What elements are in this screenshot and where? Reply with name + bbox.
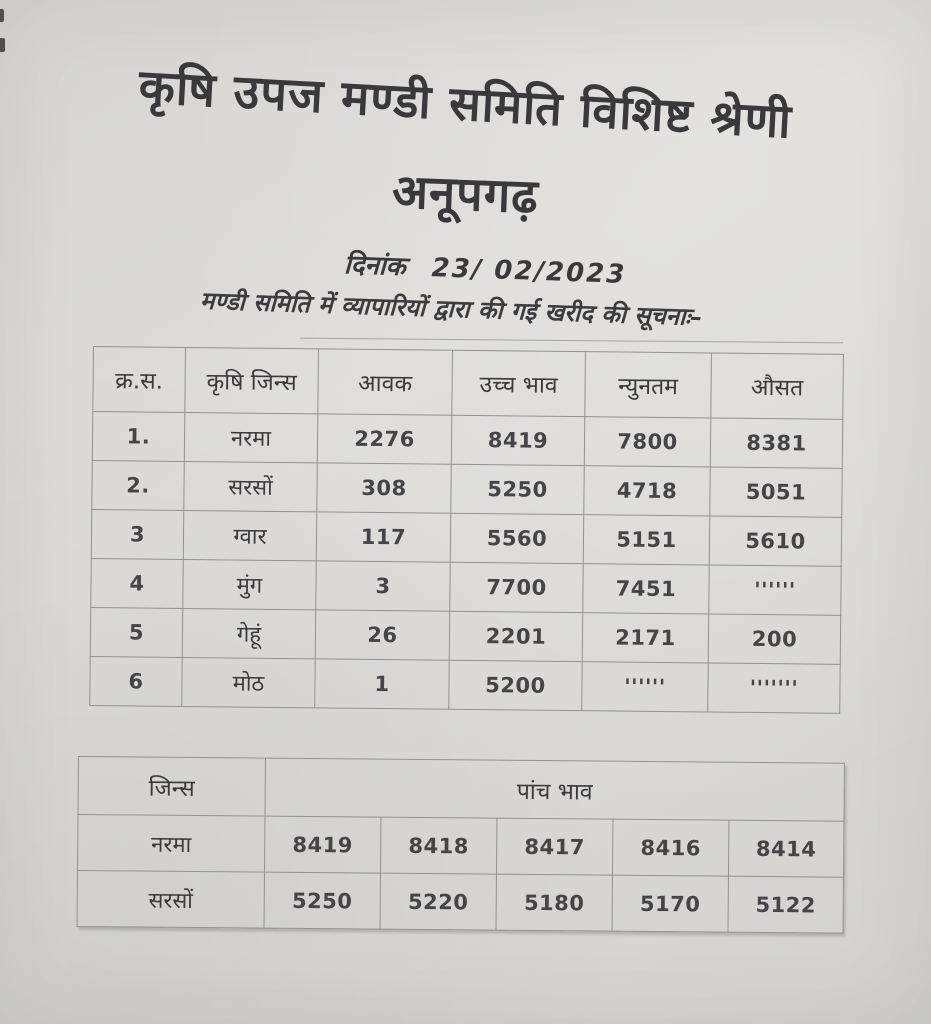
cell-arrival: 2276: [317, 414, 452, 464]
table-row: [92, 412, 842, 469]
cell-high-price: 8419: [451, 415, 585, 465]
cell-commodity: ग्वार: [183, 510, 317, 560]
date-label: दिनांक: [343, 250, 407, 283]
cell-high-price: 2201: [449, 611, 583, 661]
cell-arrival: 3: [316, 561, 451, 611]
col-header-commodity: कृषि जिन्स: [185, 347, 319, 413]
cell-minimum: 7451: [583, 564, 710, 614]
five-prices-table: [77, 756, 845, 934]
page-title: कृषि उपज मण्डी समिति विशिष्ट श्रेणी: [137, 59, 794, 150]
col-header-average: औसत: [711, 353, 844, 419]
cell-commodity: नरमा: [184, 412, 318, 462]
cell-arrival: 117: [316, 512, 451, 562]
table-header-row: [78, 757, 845, 822]
cell-serial: 1.: [92, 412, 185, 462]
cell-commodity: मोठ: [182, 657, 316, 707]
cell-price-3: 8417: [496, 818, 612, 875]
col-header-arrival: आवक: [318, 349, 453, 415]
col-header-serial: क्र.स.: [93, 347, 186, 413]
cell-serial: 2.: [92, 460, 185, 510]
binding-mark: [0, 9, 4, 22]
table-row: [91, 509, 841, 566]
cell-price-4: 5170: [612, 875, 728, 932]
cell-price-5: 5122: [728, 876, 844, 933]
cell-high-price: 5560: [450, 513, 584, 563]
cell-commodity: मुंग: [183, 559, 317, 609]
cell-price-2: 8418: [380, 817, 496, 874]
table-row: [91, 558, 841, 615]
cell-minimum: 7800: [584, 417, 711, 467]
cell-average: 5610: [709, 516, 842, 566]
cell-commodity: गेहूं: [182, 608, 316, 658]
cell-price-5: 8414: [728, 820, 844, 877]
cell-high-price: 5200: [449, 660, 583, 710]
scan-artifact-line: [300, 338, 843, 344]
cell-price-4: 8416: [612, 819, 728, 876]
cell-minimum: 4718: [584, 466, 711, 516]
table-row: [90, 607, 840, 664]
cell-average: 8381: [710, 418, 843, 468]
col-header-high-price: उच्च भाव: [452, 350, 586, 416]
cell-commodity: नरमा: [78, 815, 265, 873]
cell-average: 5051: [710, 467, 843, 517]
cell-serial: 4: [91, 558, 184, 608]
cell-price-1: 8419: [264, 816, 380, 873]
cell-price-3: 5180: [496, 874, 612, 931]
cell-serial: 6: [90, 656, 183, 706]
table-row: [92, 460, 842, 517]
cell-minimum: 2171: [582, 613, 709, 663]
subtitle: मण्डी समिति में व्यापारियों द्वारा की गई खरीद की सूचनाः–: [199, 286, 703, 332]
table-row: [77, 871, 843, 934]
cell-price-2: 5220: [380, 873, 496, 930]
table-header-row: [93, 347, 844, 420]
cell-minimum: '''''': [582, 662, 709, 712]
cell-serial: 5: [90, 607, 183, 657]
cell-arrival: 1: [315, 659, 450, 709]
cell-arrival: 308: [317, 463, 452, 513]
cell-commodity: सरसों: [184, 461, 318, 511]
table-row: [90, 656, 840, 713]
cell-average: '''''': [709, 565, 842, 615]
col-header-five-prices: पांच भाव: [265, 758, 845, 821]
cell-high-price: 7700: [450, 562, 584, 612]
cell-arrival: 26: [315, 610, 450, 660]
cell-minimum: 5151: [583, 515, 710, 565]
cell-average: 200: [708, 614, 841, 664]
table-row: [78, 815, 844, 878]
page-title-place: अनूपगढ़: [391, 164, 540, 225]
purchase-table: [89, 346, 844, 714]
cell-average: ''''''': [708, 663, 841, 713]
col-header-minimum: न्युनतम: [585, 352, 712, 418]
date-value: 23/ 02/2023: [431, 253, 627, 290]
cell-high-price: 5250: [451, 464, 585, 514]
cell-serial: 3: [91, 509, 184, 559]
cell-commodity: सरसों: [77, 871, 264, 929]
date-line: [343, 245, 627, 291]
col-header-commodity: जिन्स: [78, 757, 265, 817]
cell-price-1: 5250: [264, 872, 380, 929]
